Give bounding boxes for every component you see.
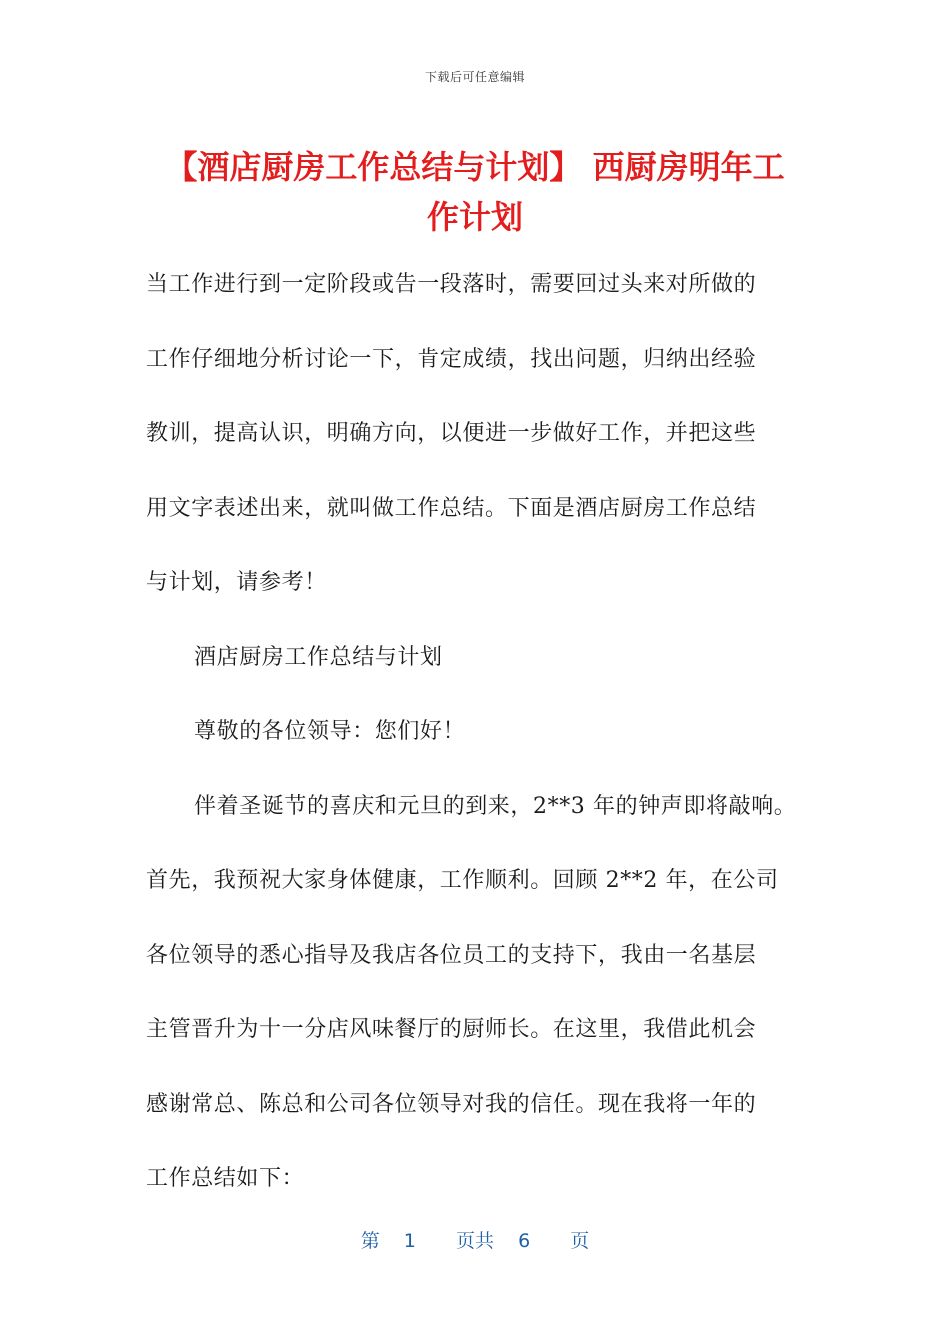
body-line: 当工作进行到一定阶段或告一段落时，需要回过头来对所做的: [146, 272, 757, 297]
document-body: [146, 248, 806, 1217]
body-line: 各位领导的悉心指导及我店各位员工的支持下，我由一名基层: [146, 942, 757, 968]
section-heading: 酒店厨房工作总结与计划: [194, 644, 443, 670]
body-line: 与计划，请参考！: [146, 570, 327, 595]
body-line: 感谢常总、陈总和公司各位领导对我的信任。现在我将一年的: [146, 1091, 757, 1117]
salutation: 尊敬的各位领导：您们好！: [194, 719, 466, 744]
body-line: 工作总结如下：: [146, 1166, 305, 1191]
body-line: 工作仔细地分析讨论一下，肯定成绩，找出问题，归纳出经验: [146, 346, 757, 372]
body-line: 教训，提高认识，明确方向，以便进一步做好工作，并把这些: [146, 421, 757, 446]
page-number: 1: [403, 1230, 416, 1252]
page-suffix: 页: [570, 1230, 590, 1252]
total-pages: 6: [518, 1230, 531, 1252]
body-line: 伴着圣诞节的喜庆和元旦的到来，2**3 年的钟声即将敲响。: [194, 793, 797, 819]
header-note: 下载后可任意编辑: [424, 70, 525, 84]
page-prefix: 第: [360, 1230, 380, 1252]
body-line: 首先，我预祝大家身体健康，工作顺利。回顾 2**2 年，在公司: [146, 868, 779, 893]
document-title-line-1: 【酒店厨房工作总结与计划】 西厨房明年工: [165, 148, 785, 186]
body-line: 主管晋升为十一分店风味餐厅的厨师长。在这里，我借此机会: [146, 1017, 757, 1042]
page-middle: 页共: [455, 1230, 494, 1252]
page-footer: [0, 1226, 950, 1253]
document-title-line-2: 作计划: [426, 198, 523, 236]
body-line: 用文字表述出来，就叫做工作总结。下面是酒店厨房工作总结: [146, 495, 757, 521]
document-title: [150, 142, 800, 242]
